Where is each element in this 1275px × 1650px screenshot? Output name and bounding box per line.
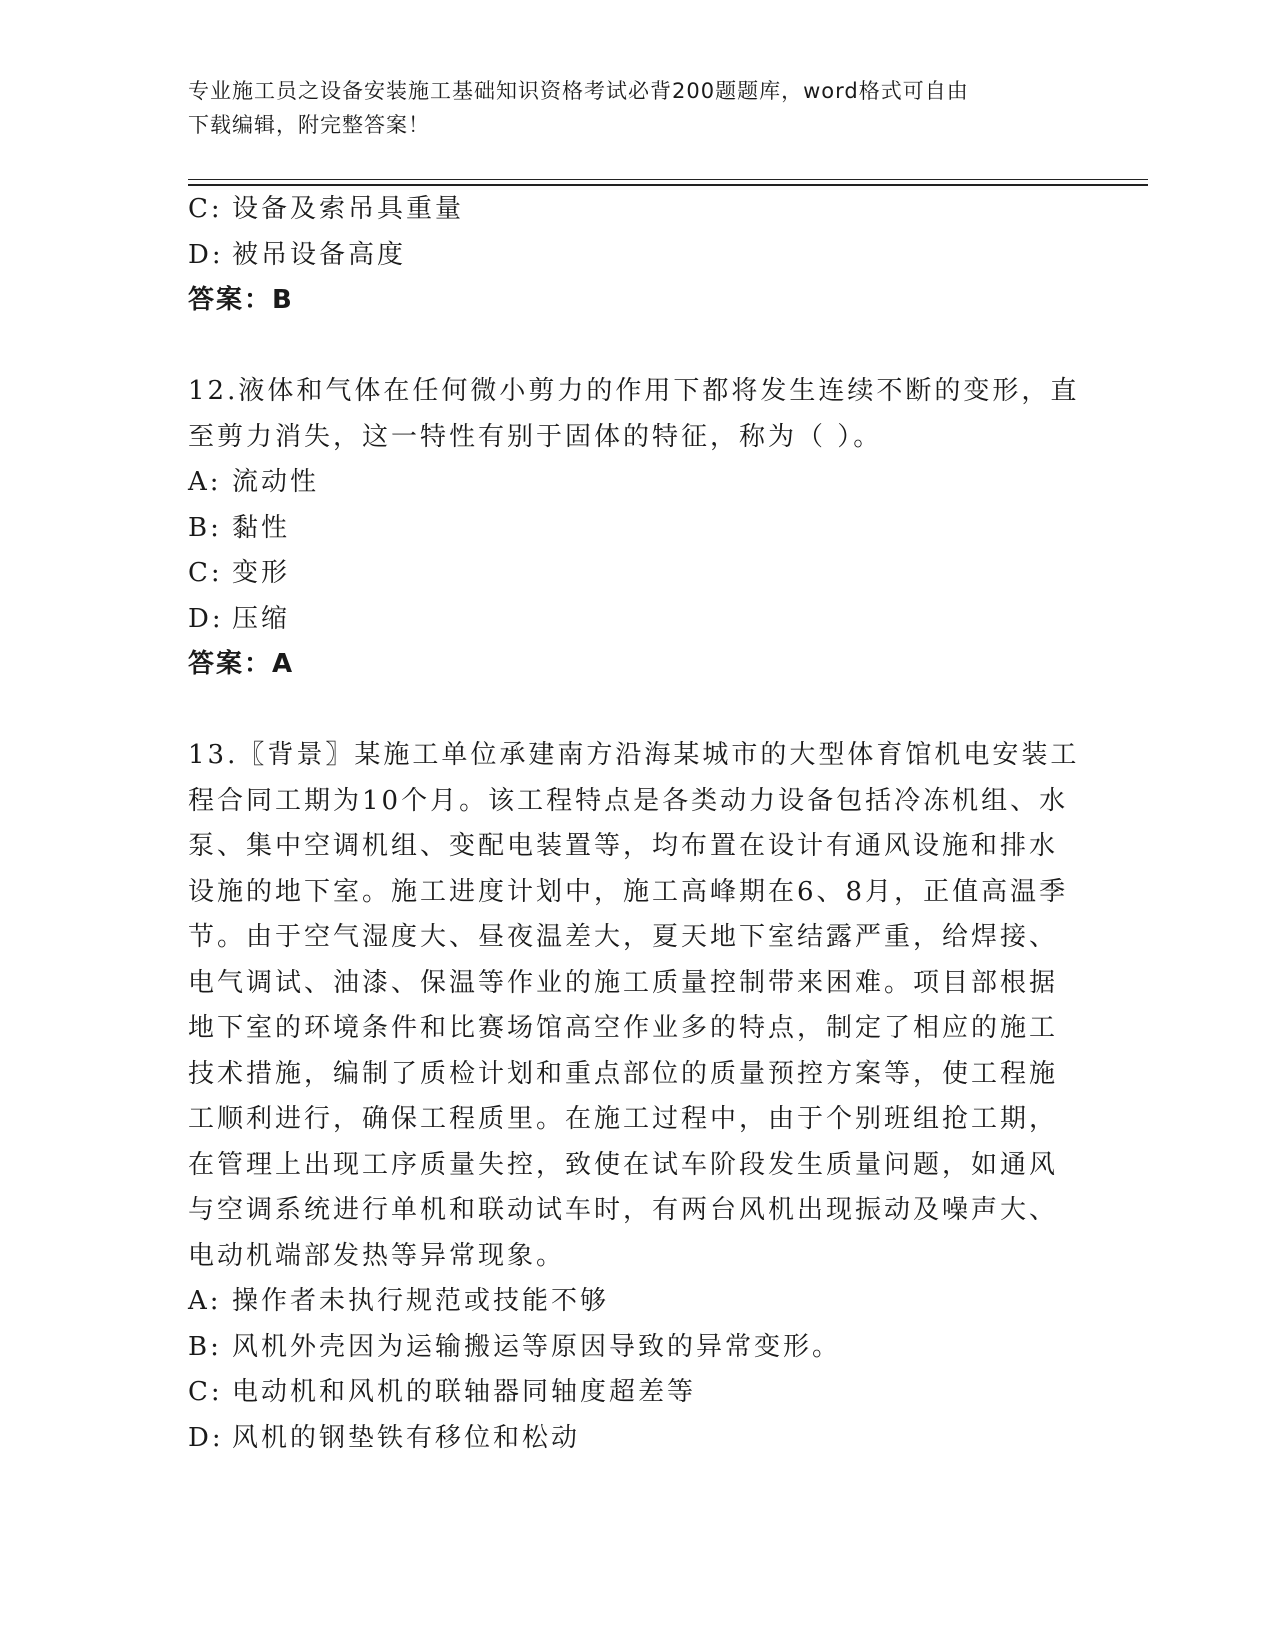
option-text: 流动性 [232,467,320,497]
option-key: C: [188,1377,223,1407]
answer-line: 答案：B [188,285,294,315]
question-content [188,187,1080,1461]
option-item [188,233,1068,279]
header-line: 专业施工员之设备安装施工基础知识资格考试必背200题题库，word格式可自由 [188,79,969,103]
header-divider-thick [188,184,1148,186]
answer-line: 答案：A [188,649,295,679]
question-line: 工顺利进行，确保工程质里。在施工过程中，由于个别班组抢工期， [188,1104,1059,1134]
option-item [188,597,1068,643]
option-item [188,1325,1068,1371]
question-line: 13.〖背景〗某施工单位承建南方沿海某城市的大型体育馆机电安装工 [188,740,1080,770]
question-line: 电气调试、油漆、保温等作业的施工质量控制带来困难。项目部根据 [188,967,1059,998]
question-line: 技术措施，编制了质检计划和重点部位的质量预控方案等，使工程施 [188,1058,1059,1089]
option-item [188,187,1068,233]
option-key: B: [188,512,222,543]
option-text: 操作者未执行规范或技能不够 [232,1286,610,1316]
option-text: 压缩 [232,603,291,634]
option-item [188,1416,1068,1462]
option-text: 黏性 [232,512,291,543]
header-divider-thin [188,179,1148,180]
option-text: 电动机和风机的联轴器同轴度超差等 [232,1377,697,1407]
option-key: C: [188,558,223,588]
question-line: 与空调系统进行单机和联动试车时，有两台风机出现振动及噪声大、 [188,1195,1059,1225]
header-line: 下载编辑，附完整答案！ [188,113,430,137]
question-line: 电动机端部发热等异常现象。 [188,1240,566,1271]
option-item [188,551,1068,597]
page-header [188,74,1088,142]
spacer [188,688,1068,734]
option-key: D: [188,239,224,270]
question-line: 至剪力消失，这一特性有别于固体的特征，称为（ ）。 [188,421,883,452]
option-text: 设备及索吊具重量 [232,194,465,224]
question-line: 在管理上出现工序质量失控，致使在试车阶段发生质量问题，如通风 [188,1149,1059,1180]
option-key: B: [188,1331,222,1362]
option-text: 风机的钢垫铁有移位和松动 [232,1422,581,1453]
question-line: 地下室的环境条件和比赛场馆高空作业多的特点，制定了相应的施工 [188,1013,1059,1043]
question-line: 12.液体和气体在任何微小剪力的作用下都将发生连续不断的变形，直 [188,376,1080,406]
option-item [188,1279,1068,1325]
option-key: D: [188,603,224,634]
option-item [188,1370,1068,1416]
option-key: A: [188,1286,222,1316]
question-line: 程合同工期为10个月。该工程特点是各类动力设备包括冷冻机组、水 [188,785,1069,816]
spacer [188,324,1068,370]
question-line: 节。由于空气湿度大、昼夜温差大，夏天地下室结露严重，给焊接、 [188,922,1059,952]
question-line: 泵、集中空调机组、变配电装置等，均布置在设计有通风设施和排水 [188,831,1059,861]
option-text: 风机外壳因为运输搬运等原因导致的异常变形。 [232,1331,842,1362]
option-key: C: [188,194,223,224]
option-text: 变形 [232,558,291,588]
question-line: 设施的地下室。施工进度计划中，施工高峰期在6、8月，正值高温季 [188,876,1069,907]
option-text: 被吊设备高度 [232,239,407,270]
option-key: A: [188,467,222,497]
option-key: D: [188,1422,224,1453]
option-item [188,460,1068,506]
option-item [188,506,1068,552]
